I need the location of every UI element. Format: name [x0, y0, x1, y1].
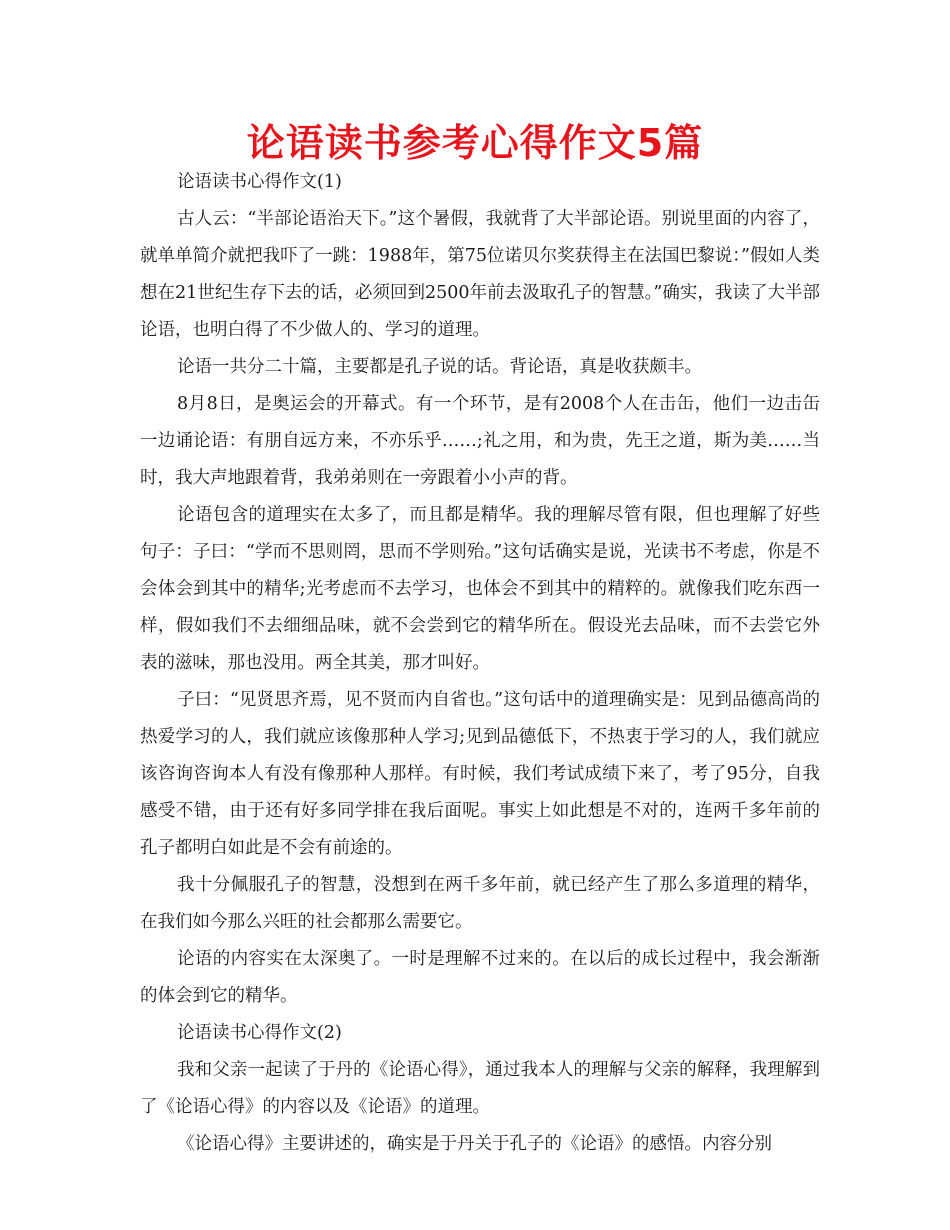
document-title: 论语读书参考心得作文5篇: [246, 121, 704, 165]
paragraph: 古人云：“半部论语治天下。”这个暑假，我就背了大半部论语。别说里面的内容了，就单单简介就把我吓了一跳：1988年，第75位诺贝尔奖获得主在法国巴黎说：”假如人类想在21世纪生存下去的话，必须回到2500年前去汲取孔子的智慧。”确实，我读了大半部论语，也明白得了不少做人的、学习的道理。: [140, 209, 820, 340]
paragraph: 《论语心得》主要讲述的，确实是于丹关于孔子的《论语》的感悟。内容分别: [177, 1134, 772, 1154]
paragraph: 论语的内容实在太深奥了。一时是理解不过来的。在以后的成长过程中，我会渐渐的体会到它的精华。: [140, 949, 820, 1006]
paragraph: 论语一共分二十篇，主要都是孔子说的话。背论语，真是收获颇丰。: [177, 357, 702, 377]
paragraph: 8月8日，是奥运会的开幕式。有一个环节，是有2008个人在击缶，他们一边击缶一边诵论语：有朋自远方来，不亦乐乎……;礼之用，和为贵，先王之道，斯为美……当时，我大声地跟着背，我弟弟则在一旁跟着小小声的背。: [140, 394, 820, 488]
paragraph: 我十分佩服孔子的智慧，没想到在两千多年前，就已经产生了那么多道理的精华，在我们如今那么兴旺的社会都那么需要它。: [140, 875, 820, 932]
paragraph: 子曰：“见贤思齐焉，见不贤而内自省也。”这句话中的道理确实是：见到品德高尚的热爱学习的人，我们就应该像那种人学习;见到品德低下，不热衷于学习的人，我们就应该咨询咨询本人有没有像那种人那样。有时候，我们考试成绩下来了，考了95分，自我感受不错，由于还有好多同学排在我后面呢。事实上如此想是不对的，连两千多年前的孔子都明白如此是不会有前途的。: [140, 690, 820, 858]
paragraph: 论语包含的道理实在太多了，而且都是精华。我的理解尽管有限，但也理解了好些句子：子曰：“学而不思则罔，思而不学则殆。”这句话确实是说，光读书不考虑，你是不会体会到其中的精华;光考虑而不去学习，也体会不到其中的精粹的。就像我们吃东西一样，假如我们不去细细品味，就不会尝到它的精华所在。假设光去品味，而不去尝它外表的滋味，那也没用。两全其美，那才叫好。: [140, 505, 820, 673]
section-heading: 论语读书心得作文(1): [177, 172, 342, 192]
section-heading: 论语读书心得作文(2): [177, 1023, 342, 1043]
paragraph: 我和父亲一起读了于丹的《论语心得》，通过我本人的理解与父亲的解释，我理解到了《论语心得》的内容以及《论语》的道理。: [140, 1060, 820, 1117]
document-body: [140, 164, 820, 1163]
